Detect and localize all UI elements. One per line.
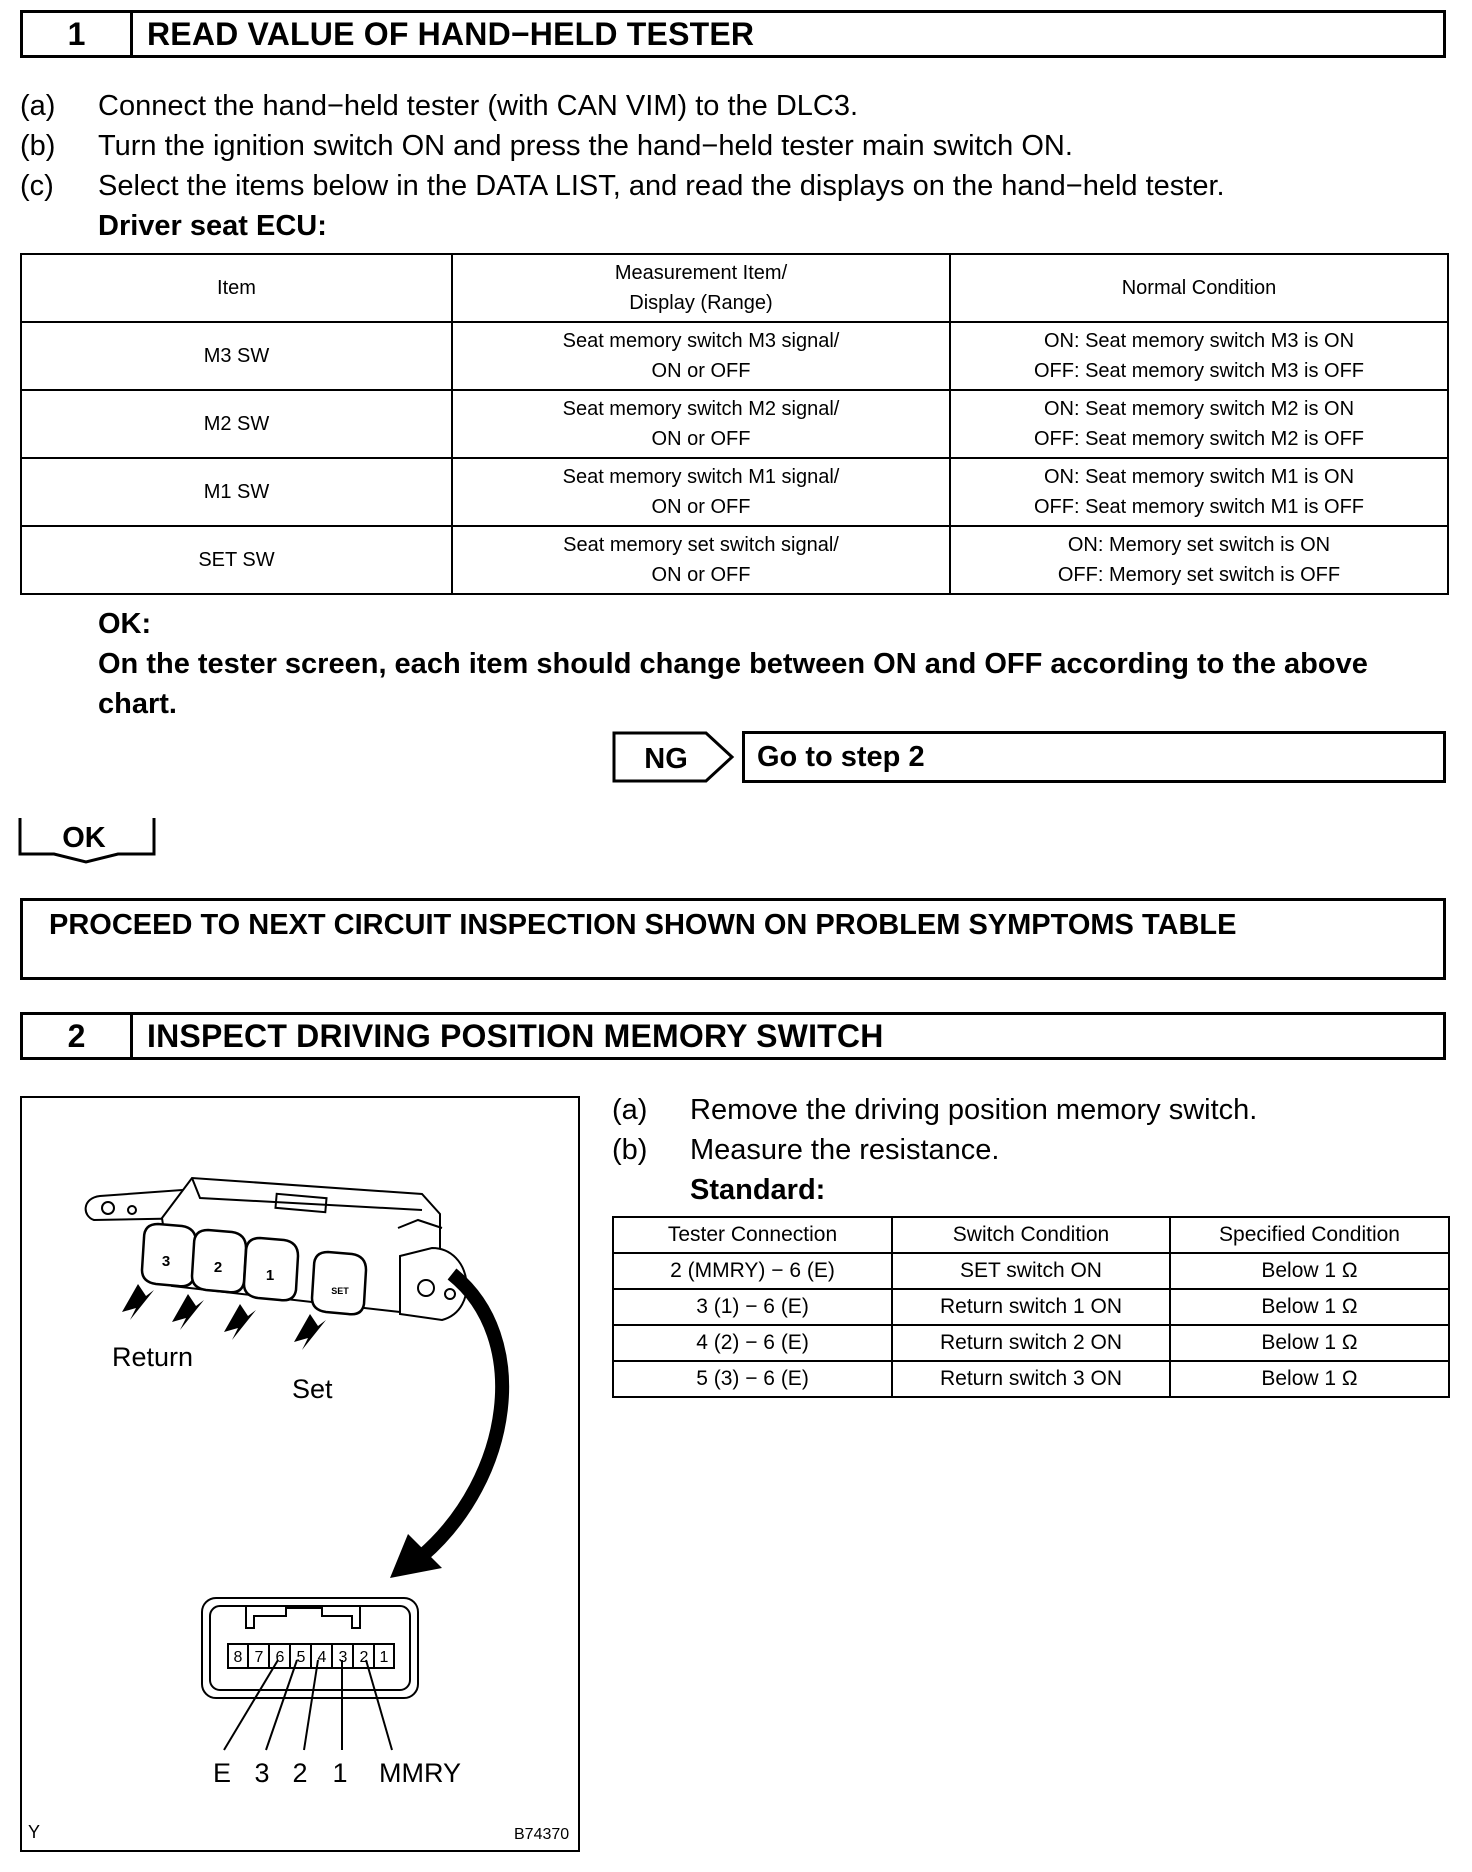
ng-goto-box: Go to step 2: [742, 731, 1446, 783]
step-title: READ VALUE OF HAND−HELD TESTER: [147, 15, 755, 52]
cell-condition: Return switch 2 ON: [892, 1325, 1170, 1361]
cell-condition: Return switch 3 ON: [892, 1361, 1170, 1397]
table-row: [21, 526, 1448, 594]
pin-4: 4: [317, 1649, 327, 1666]
cell-spec: Below 1 Ω: [1170, 1325, 1449, 1361]
header-specified-condition: Specified Condition: [1170, 1217, 1449, 1253]
cell-connection: 2 (MMRY) − 6 (E): [613, 1253, 892, 1289]
step-1-header: [20, 10, 1446, 58]
ng-arrow-box: [612, 731, 736, 783]
corner-letter: Y: [28, 1822, 41, 1842]
instruction-text: Connect the hand−held tester (with CAN VIM) to the DLC3.: [98, 90, 859, 122]
header-tester-connection: Tester Connection: [613, 1217, 892, 1253]
cell-normal: ON: Memory set switch is ON OFF: Memory set switch is OFF: [950, 526, 1448, 594]
callout-e: E: [212, 1758, 232, 1788]
step-title: INSPECT DRIVING POSITION MEMORY SWITCH: [147, 1017, 884, 1054]
header-measurement: Measurement Item/ Display (Range): [452, 254, 950, 322]
cell-item: M3 SW: [21, 322, 452, 390]
instruction-label: (b): [612, 1134, 648, 1166]
ok-branch-tab: [18, 816, 156, 864]
button-label-set: SET: [331, 1286, 349, 1296]
header-item: Item: [21, 254, 452, 322]
pin-3: 3: [338, 1649, 348, 1666]
step-number: 1: [23, 13, 133, 55]
button-label-2: 2: [213, 1259, 223, 1276]
cell-normal: ON: Seat memory switch M1 is ON OFF: Seat memory switch M1 is OFF: [950, 458, 1448, 526]
cell-measurement: Seat memory switch M2 signal/ ON or OFF: [452, 390, 950, 458]
cell-connection: 3 (1) − 6 (E): [613, 1289, 892, 1325]
table-row: [613, 1289, 1449, 1325]
table-row: [21, 458, 1448, 526]
button-label-3: 3: [161, 1253, 171, 1270]
cell-measurement: Seat memory switch M1 signal/ ON or OFF: [452, 458, 950, 526]
proceed-box: PROCEED TO NEXT CIRCUIT INSPECTION SHOWN ON PROBLEM SYMPTOMS TABLE: [20, 898, 1446, 980]
cell-spec: Below 1 Ω: [1170, 1361, 1449, 1397]
pin-7: 7: [254, 1649, 264, 1666]
pin-5: 5: [296, 1649, 306, 1666]
cell-connection: 4 (2) − 6 (E): [613, 1325, 892, 1361]
table-header-row: [21, 254, 1448, 322]
instruction-label: (a): [612, 1094, 648, 1126]
table-row: [613, 1253, 1449, 1289]
step-number: 2: [23, 1015, 133, 1057]
instruction-text: Select the items below in the DATA LIST, and read the displays on the hand−held tester.: [98, 170, 1225, 202]
ok-tab-label: OK: [62, 822, 106, 854]
label-return: Return: [112, 1342, 194, 1372]
cell-measurement: Seat memory set switch signal/ ON or OFF: [452, 526, 950, 594]
button-label-1: 1: [265, 1267, 275, 1284]
header-normal-condition: Normal Condition: [950, 254, 1448, 322]
table-row: [613, 1361, 1449, 1397]
cell-condition: SET switch ON: [892, 1253, 1170, 1289]
cell-connection: 5 (3) − 6 (E): [613, 1361, 892, 1397]
cell-condition: Return switch 1 ON: [892, 1289, 1170, 1325]
table-row: [21, 322, 1448, 390]
label-set: Set: [292, 1374, 333, 1404]
resistance-table: [612, 1216, 1450, 1398]
instruction-label: (c): [20, 170, 54, 202]
cell-measurement: Seat memory switch M3 signal/ ON or OFF: [452, 322, 950, 390]
header-switch-condition: Switch Condition: [892, 1217, 1170, 1253]
pin-8: 8: [233, 1649, 243, 1666]
ok-text-line1: On the tester screen, each item should change between ON and OFF according to the above: [98, 648, 1368, 680]
switch-figure: [20, 1096, 580, 1852]
pin-2: 2: [359, 1649, 369, 1666]
ok-text-line2: chart.: [98, 688, 177, 720]
instruction-label: (b): [20, 130, 56, 162]
cell-item: SET SW: [21, 526, 452, 594]
table-header-row: [613, 1217, 1449, 1253]
cell-normal: ON: Seat memory switch M2 is ON OFF: Seat memory switch M2 is OFF: [950, 390, 1448, 458]
cell-spec: Below 1 Ω: [1170, 1253, 1449, 1289]
ok-label: OK:: [98, 608, 152, 640]
cell-spec: Below 1 Ω: [1170, 1289, 1449, 1325]
figure-id: B74370: [514, 1826, 570, 1843]
callout-3: 3: [254, 1758, 270, 1788]
cell-normal: ON: Seat memory switch M3 is ON OFF: Seat memory switch M3 is OFF: [950, 322, 1448, 390]
table-caption: Driver seat ECU:: [98, 210, 327, 242]
instruction-text: Remove the driving position memory switch.: [690, 1094, 1258, 1126]
ng-branch: [612, 731, 1446, 783]
step-2-header: [20, 1012, 1446, 1060]
cell-item: M2 SW: [21, 390, 452, 458]
callout-2: 2: [292, 1758, 308, 1788]
callout-1: 1: [332, 1758, 348, 1788]
cell-item: M1 SW: [21, 458, 452, 526]
ng-label: NG: [644, 743, 688, 775]
table-caption: Standard:: [690, 1174, 826, 1206]
memory-switch-illustration: [22, 1098, 578, 1850]
data-list-table: [20, 253, 1449, 595]
instruction-text: Turn the ignition switch ON and press the hand−held tester main switch ON.: [98, 130, 1073, 162]
callout-mmry: MMRY: [378, 1758, 462, 1788]
table-row: [613, 1325, 1449, 1361]
table-row: [21, 390, 1448, 458]
pin-6: 6: [275, 1649, 285, 1666]
instruction-label: (a): [20, 90, 56, 122]
instruction-text: Measure the resistance.: [690, 1134, 1000, 1166]
pin-1: 1: [379, 1649, 389, 1666]
